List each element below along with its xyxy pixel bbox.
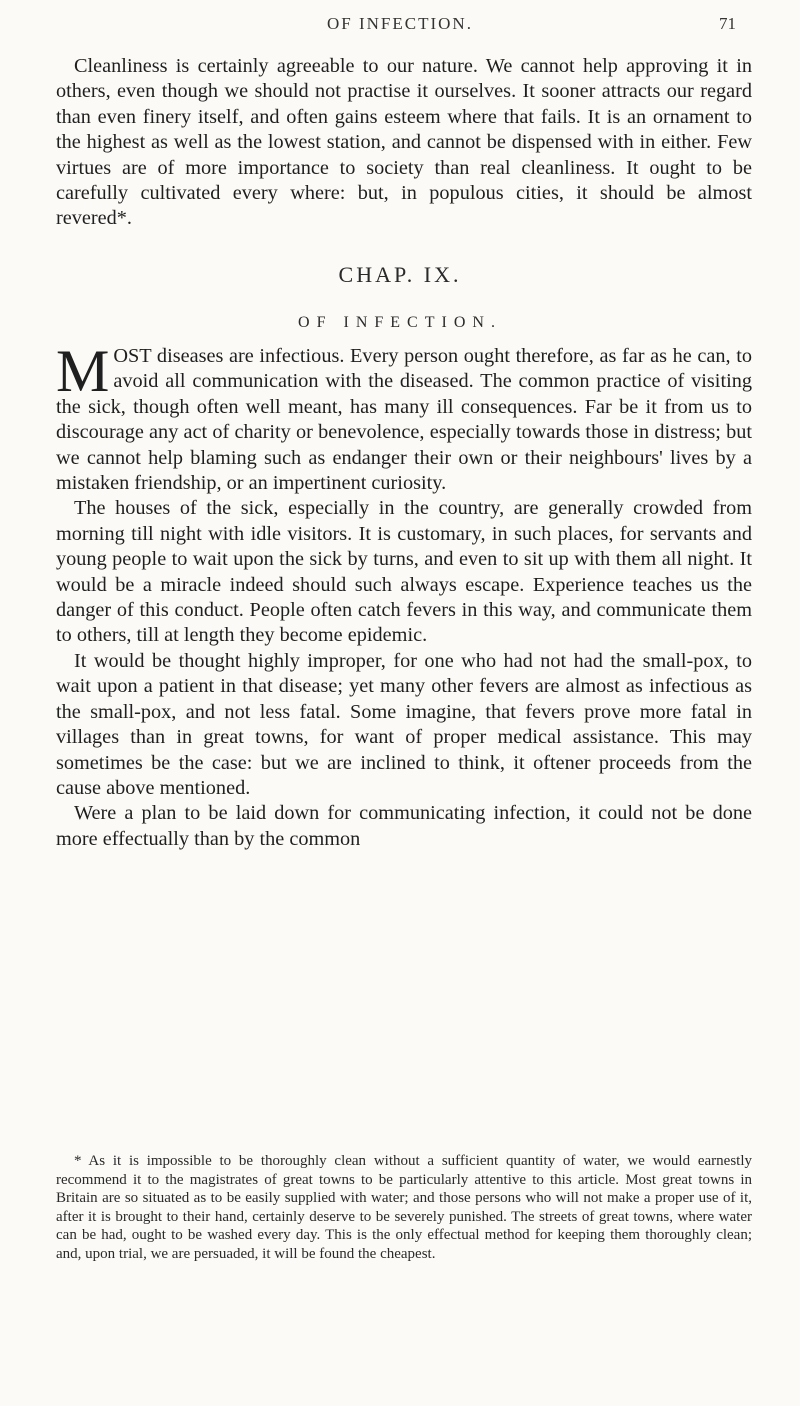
chapter-body	[56, 338, 752, 852]
body-paragraph-1	[56, 338, 752, 496]
running-head	[60, 14, 740, 40]
intro-section	[56, 54, 752, 232]
body-paragraph-4: Were a plan to be laid down for communicating infection, it could not be done more effectually than by the common	[56, 802, 752, 850]
drop-cap: M	[56, 338, 110, 404]
running-title: OF INFECTION.	[327, 14, 473, 33]
intro-paragraph: Cleanliness is certainly agreeable to our nature. We cannot help approving it in others, even though we should not practise it ourselves. It sooner attracts our regard than even finery itself, and often gains esteem where that fails. It is an ornament to the highest as well as the lowest station, and cannot be dispensed with in either. Few virtues are of more importance to society than real cleanliness. It ought to be carefully cultivated every where: but, in populous cities, it should be almost revered*.	[56, 55, 752, 230]
footnote-text: * As it is impossible to be thoroughly clean without a sufficient quantity of water, we would earnestly recommend it to the magistrates of great towns to be particularly attentive to this article. Most great towns in Britain are so situated as to be easily supplied with water; and those persons who will not make a proper use of it, after it is brought to their hand, certainly deserve to be severely punished. The streets of great towns, where water can be had, ought to be washed every day. This is the only effectual method for keeping them thoroughly clean; and, upon trial, we are persuaded, it will be found the cheapest.	[56, 1153, 752, 1262]
body-paragraph-2: The houses of the sick, especially in the country, are generally crowded from morning till night with idle visitors. It is customary, in such places, for servants and young people to wait upon the sick by turns, and even to sit up with them all night. It would be a miracle indeed should such always escape. Experience teaches us the danger of this conduct. People often catch fevers in this way, and communicate them to others, till at length they become epidemic.	[56, 497, 752, 647]
body-paragraph-3: It would be thought highly improper, for one who had not had the small-pox, to wait upon a patient in that disease; yet many other fevers are almost as infectious as the small-pox, and not less fatal. Some imagine, that fevers prove more fatal in villages than in great towns, for want of proper medical assistance. This may sometimes be the case: but we are inclined to think, it oftener proceeds from the cause above mentioned.	[56, 649, 752, 799]
chapter-subtitle: OF INFECTION.	[298, 314, 502, 331]
footnote	[56, 1152, 752, 1264]
chapter-heading: CHAP. IX.	[338, 262, 462, 287]
page-number: 71	[719, 14, 736, 33]
body-paragraph-1-text: OST diseases are infectious. Every person ought therefore, as far as he can, to avoid all communication with the diseased. The common practice of visiting the sick, though often well meant, has many ill consequences. Far be it from us to discourage any act of charity or benevolence, especially towards those in distress; but we cannot help blaming such as endanger their own or their neighbours' lives by a mistaken friendship, or an impertinent curiosity.	[56, 345, 752, 495]
